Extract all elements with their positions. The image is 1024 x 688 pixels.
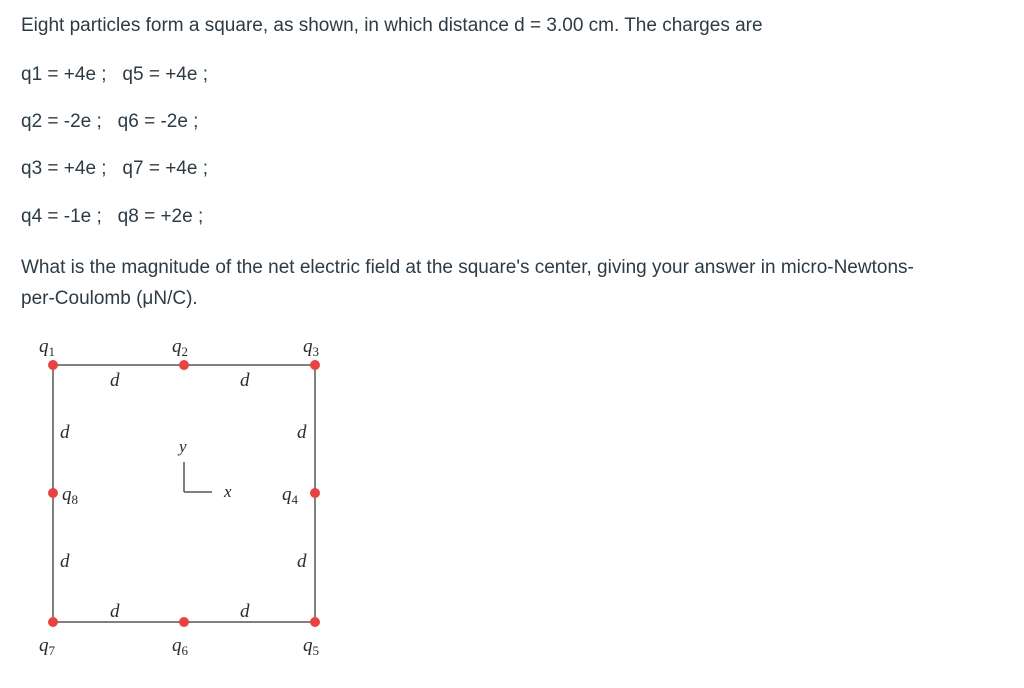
charge-q5-dot [310,617,320,627]
square-outline [53,365,315,622]
label-q8: $q_8$ [62,484,78,507]
question-line-1: What is the magnitude of the net electric field at the square's center, giving your answer in micro-Newtons- [21,257,914,278]
charge-q2: q2 = -2e ; [21,111,102,132]
distance-label-left-upper: d [60,422,70,443]
question-line-2: per-Coulomb (μN/C). [21,288,198,309]
charge-q1: q1 = +4e ; [21,64,107,85]
charge-q6-dot [179,617,189,627]
label-q4: $q_4$ [282,484,298,507]
charge-q4: q4 = -1e ; [21,206,102,227]
distance-label-left-lower: d [60,551,70,572]
y-axis-label: y [179,437,187,456]
charge-q4-dot [310,488,320,498]
charge-q7-dot [48,617,58,627]
x-axis-label: x [224,482,232,501]
charge-q6: q6 = -2e ; [117,111,199,132]
distance-label-top-left: d [110,370,120,391]
label-q6: $q_6$ [172,635,188,658]
charge-q5: q5 = +4e ; [122,64,208,85]
distance-label-bottom-right: d [240,601,250,622]
charge-q2-dot [179,360,189,370]
label-q5: $q_5$ [303,635,319,658]
charge-q3-dot [310,360,320,370]
distance-label-bottom-left: d [110,601,120,622]
label-q3: $q_3$ [303,336,319,359]
label-q2: $q_2$ [172,336,188,359]
distance-label-right-upper: d [297,422,307,443]
distance-label-top-right: d [240,370,250,391]
charge-q1-dot [48,360,58,370]
label-q1: $q_1$ [39,336,55,359]
charge-q7: q7 = +4e ; [122,158,208,179]
charge-q3: q3 = +4e ; [21,158,107,179]
charge-q8-dot [48,488,58,498]
charge-q8: q8 = +2e ; [117,206,204,227]
distance-label-right-lower: d [297,551,307,572]
problem-intro: Eight particles form a square, as shown, in which distance d = 3.00 cm. The charges are [21,15,763,36]
label-q7: $q_7$ [39,635,55,658]
